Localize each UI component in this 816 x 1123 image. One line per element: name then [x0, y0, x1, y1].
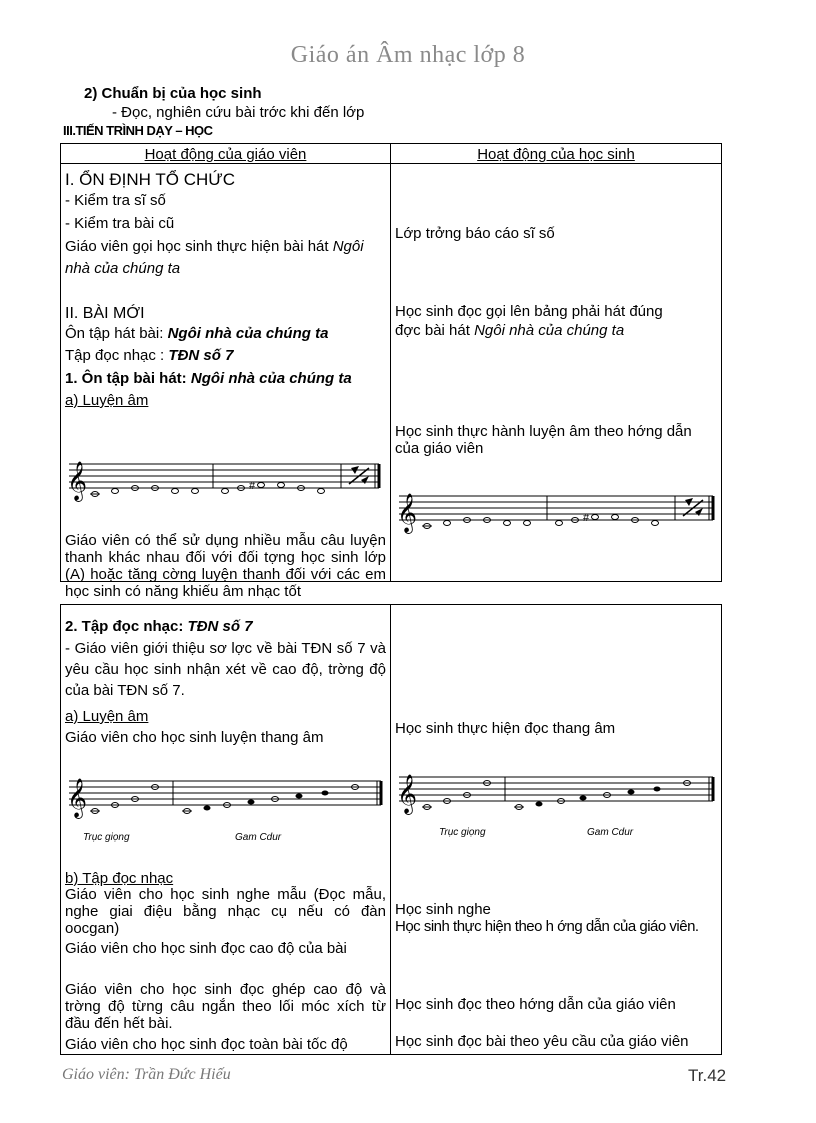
music-staff-warmup-teacher: [63, 450, 383, 510]
page-header-title: Giáo án Âm nhạc lớp 8: [290, 42, 526, 68]
teacher-l7a: Ôn tập hát bài:: [65, 325, 168, 342]
teacher-l8: [65, 346, 386, 365]
svg-text:𝄞: 𝄞: [67, 461, 88, 501]
teacher-l8b: TĐN số 7: [168, 347, 234, 364]
teacher-l5: nhà của chúng ta: [65, 260, 181, 277]
prep-heading: 2) Chuẩn bị của học sinh: [84, 85, 262, 102]
footer-page-number: Tr.42: [688, 1066, 727, 1085]
t2-caption-truc-giong: Trục giọng: [83, 832, 130, 843]
t2-p2: Giáo viên cho học sinh nghe mẫu (Đọc mẫu, nghe giai điệu bằng nhạc cụ nếu có đàn oocgan): [65, 886, 386, 937]
teacher-l7: [65, 324, 386, 343]
music-staff-scale-teacher: [63, 767, 385, 847]
col-header-teacher: Hoạt động của giáo viên: [61, 144, 391, 164]
t2-h1b: TĐN số 7: [187, 618, 253, 635]
t2-a1: Giáo viên cho học sinh luyện thang âm: [65, 729, 324, 746]
teacher-l9: [65, 369, 386, 388]
music-staff-scale-student: [393, 763, 717, 843]
teacher-l8a: Tập đọc nhạc :: [65, 347, 169, 364]
svg-text:𝄞: 𝄞: [397, 493, 418, 533]
student-s5: của giáo viên: [395, 440, 484, 457]
t2-p3: Giáo viên cho học sinh đọc cao độ của bài: [65, 940, 347, 957]
t2-a: a) Luyện âm: [65, 708, 149, 725]
t2-student-s1: Học sinh thực hiện đọc thang âm: [395, 720, 616, 737]
student-s1: Lớp trởng báo cáo sĩ số: [395, 225, 555, 242]
teacher-cell-2: [61, 605, 391, 1055]
t2-student-s5: Học sinh đọc bài theo yêu cầu của giáo viên: [395, 1033, 689, 1050]
svg-text:#: #: [249, 480, 256, 492]
student-s3a: đợc bài hát: [395, 322, 475, 339]
t2-student-s3: Học sinh thực hiện theo h ớng dẫn của giáo viên.: [395, 918, 699, 935]
t2-student-s4: Học sinh đọc theo hớng dẫn của giáo viên: [395, 996, 676, 1013]
teacher-l7b: Ngôi nhà của chúng ta: [167, 325, 329, 342]
teacher-l2: - Kiểm tra sĩ số: [65, 192, 166, 209]
student-s3b: Ngôi nhà của chúng ta: [474, 322, 625, 339]
footer-teacher-name: Giáo viên: Trần Đức Hiếu: [62, 1066, 231, 1083]
teacher-l4: [65, 237, 386, 256]
teacher-l1: I. ỔN ĐỊNH TỔ CHỨC: [65, 170, 236, 189]
t2-b: b) Tập đọc nhạc: [65, 870, 174, 887]
teacher-p1: Giáo viên có thể sử dụng nhiều mẫu câu luyện thanh khác nhau đối với đối tợng học sinh lớp (A) hoặc tăng cờng luyện thanh đối với các em học sinh có năng khiếu âm nhạc tốt: [65, 532, 386, 600]
student-cell-2: [391, 605, 722, 1055]
teacher-l9a: 1. Ôn tập bài hát:: [65, 370, 191, 387]
student-cell-1: [391, 164, 722, 582]
svg-text:𝄞: 𝄞: [67, 778, 88, 818]
t2-p5: Giáo viên cho học sinh đọc toàn bài tốc độ: [65, 1036, 348, 1053]
teacher-l6: II. BÀI MỚI: [65, 305, 145, 322]
student-s3: [395, 321, 717, 340]
student-s4: Học sinh thực hành luyện âm theo hớng dẫn: [395, 423, 692, 440]
svg-text:𝄞: 𝄞: [397, 774, 418, 814]
t2-student-caption-gam-cdur: Gam Cdur: [587, 827, 634, 838]
teacher-l3: - Kiểm tra bài cũ: [65, 215, 175, 232]
prep-line: - Đọc, nghiên cứu bài trớc khi đến lớp: [112, 104, 365, 121]
teacher-cell-1: [61, 164, 391, 600]
t2-student-caption-truc-giong: Trục giọng: [439, 827, 486, 838]
music-staff-warmup-student: [393, 482, 717, 542]
t2-student-s2: Học sinh nghe: [395, 901, 491, 918]
activity-table-2: [60, 604, 722, 1055]
svg-text:#: #: [583, 512, 590, 524]
student-s2: Học sinh đọc gọi lên bảng phải hát đúng: [395, 303, 663, 320]
activity-table-1: [60, 143, 722, 600]
col-header-student: Hoạt động của học sinh: [391, 144, 722, 164]
t2-h1: [65, 617, 386, 636]
teacher-l4b: Ngôi: [332, 238, 364, 255]
t2-p1: - Giáo viên giới thiệu sơ lợc về bài TĐN số 7 và yêu cầu học sinh nhận xét về cao độ, trờng độ của bài TĐN số 7.: [65, 640, 386, 699]
teacher-l10: a) Luyện âm: [65, 392, 149, 409]
teacher-l9b: Ngôi nhà của chúng ta: [190, 370, 352, 387]
t2-h1a: 2. Tập đọc nhạc:: [65, 618, 188, 635]
t2-caption-gam-cdur: Gam Cdur: [235, 832, 282, 843]
teacher-l4a: Giáo viên gọi học sinh thực hiện bài hát: [65, 238, 333, 255]
t2-p4: Giáo viên cho học sinh đọc ghép cao độ và trờng độ từng câu ngắn theo lối móc xích từ đầu đến hết bài.: [65, 981, 386, 1032]
section-heading: III.TIẾN TRÌNH DẠY – HỌC: [63, 123, 213, 138]
